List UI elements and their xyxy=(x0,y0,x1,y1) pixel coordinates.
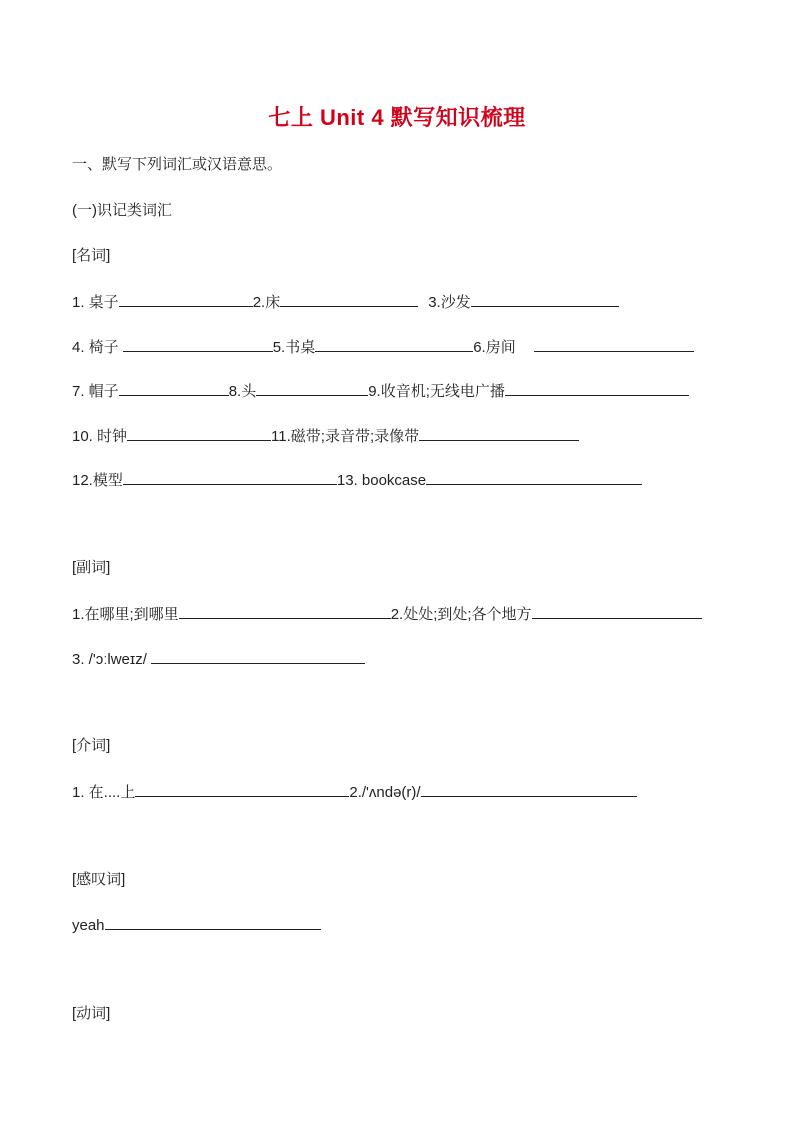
noun-label: 10. 时钟 xyxy=(72,428,128,445)
preposition-label: 2./'ʌndə(r)/ xyxy=(349,784,421,801)
adverb-label: 2.处处;到处;各个地方 xyxy=(390,606,532,623)
subsection-heading: (一)识记类词汇 xyxy=(72,202,172,219)
answer-blank[interactable] xyxy=(471,291,619,307)
nouns-heading: [名词] xyxy=(72,247,111,264)
preposition-label: 1. 在....上 xyxy=(72,784,136,801)
noun-row-3 xyxy=(72,380,689,402)
answer-blank[interactable] xyxy=(534,336,694,352)
section-instruction: 一、默写下列词汇或汉语意思。 xyxy=(72,156,283,173)
answer-blank[interactable] xyxy=(421,781,637,797)
noun-row-1 xyxy=(72,291,619,313)
answer-blank[interactable] xyxy=(105,914,321,930)
noun-label: 6.房间 xyxy=(473,339,516,356)
noun-label: 4. 椅子 xyxy=(72,339,119,356)
answer-blank[interactable] xyxy=(256,380,368,396)
answer-blank[interactable] xyxy=(280,291,418,307)
preposition-row-1 xyxy=(72,781,637,803)
answer-blank[interactable] xyxy=(532,603,702,619)
adverb-label: 1.在哪里;到哪里 xyxy=(72,606,179,623)
answer-blank[interactable] xyxy=(426,469,642,485)
noun-label: 12.模型 xyxy=(72,472,123,489)
page-title: 七上 Unit 4 默写知识梳理 xyxy=(268,105,526,130)
adverb-row-1 xyxy=(72,603,702,625)
noun-label: 8.头 xyxy=(228,383,257,400)
answer-blank[interactable] xyxy=(127,425,271,441)
noun-label: 1. 桌子 xyxy=(72,294,119,311)
verbs-heading: [动词] xyxy=(72,1005,111,1022)
adverbs-heading: [副词] xyxy=(72,559,111,576)
noun-label: 11.磁带;录音带;录像带 xyxy=(271,428,420,445)
interjections-heading: [感叹词] xyxy=(72,871,126,888)
noun-label: 13. bookcase xyxy=(336,472,427,489)
answer-blank[interactable] xyxy=(123,469,337,485)
answer-blank[interactable] xyxy=(119,291,253,307)
noun-label: 9.收音机;无线电广播 xyxy=(368,383,505,400)
answer-blank[interactable] xyxy=(151,648,365,664)
noun-row-5 xyxy=(72,469,642,491)
answer-blank[interactable] xyxy=(315,336,473,352)
answer-blank[interactable] xyxy=(119,380,229,396)
interjection-label: yeah xyxy=(72,917,105,934)
noun-label: 3.沙发 xyxy=(428,294,471,311)
answer-blank[interactable] xyxy=(123,336,273,352)
interjection-row-1 xyxy=(72,914,321,936)
adverb-label: 3. /'ɔːlweɪz/ xyxy=(72,651,147,668)
answer-blank[interactable] xyxy=(505,380,689,396)
answer-blank[interactable] xyxy=(135,781,349,797)
answer-blank[interactable] xyxy=(179,603,391,619)
answer-blank[interactable] xyxy=(419,425,579,441)
noun-row-2 xyxy=(72,336,694,358)
noun-row-4 xyxy=(72,425,579,447)
noun-label: 2.床 xyxy=(252,294,281,311)
prepositions-heading: [介词] xyxy=(72,737,111,754)
adverb-row-2 xyxy=(72,648,365,670)
noun-label: 7. 帽子 xyxy=(72,383,119,400)
noun-label: 5.书桌 xyxy=(272,339,316,356)
